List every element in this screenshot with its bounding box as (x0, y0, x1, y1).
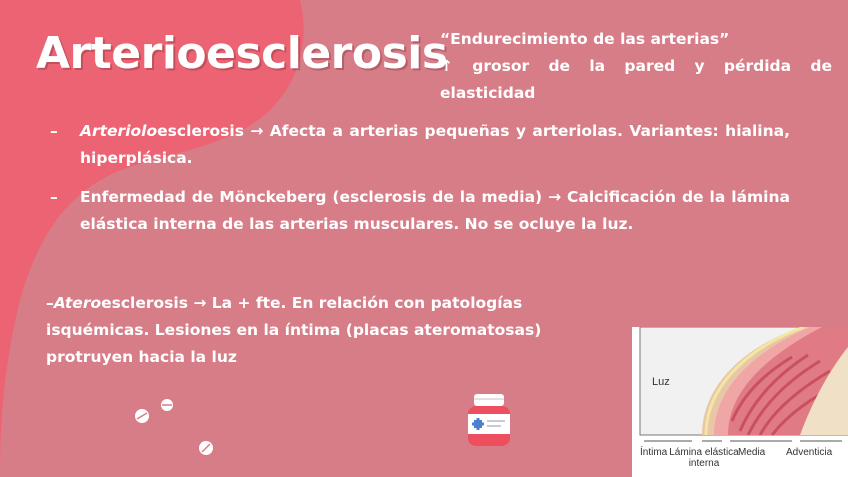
label-adventicia: Adventicia (786, 447, 833, 458)
paragraph-dash: – (46, 294, 54, 312)
artery-wall-diagram (632, 327, 848, 477)
pill-icon (158, 396, 176, 414)
bullet-text (80, 118, 790, 172)
slide-title: Arterioesclerosis (36, 28, 448, 79)
medicine-jar-icon (464, 392, 514, 450)
bullet-dash: – (50, 122, 58, 140)
paragraph-italic-prefix: Atero (53, 294, 102, 312)
pill-icon (196, 438, 216, 458)
label-lamina-elastica-interna: Lámina elástica interna (669, 447, 739, 469)
subtitle-line-1: “Endurecimiento de las arterias” (440, 30, 730, 48)
bullet-arterioloesclerosis (50, 118, 790, 172)
bullet-italic-prefix: Arteriolo (80, 122, 158, 140)
bullet-monckeberg (50, 184, 790, 238)
bullet-dash: – (50, 188, 58, 206)
bullet-body: esclerosis → Afecta a arterias pequeñas y arteriolas. Variantes: hialina, hiperplásica. (80, 122, 790, 167)
bullet-body: Enfermedad de Mönckeberg (esclerosis de la media) → Calcificación de la lámina elástica interna de las arterias musculares. No se ocluye la luz. (80, 188, 790, 233)
subtitle (440, 26, 832, 107)
paragraph-body: esclerosis → La + fte. En relación con patologías isquémicas. Lesiones en la íntima (placas ateromatosas) protruyen hacia la luz (46, 294, 542, 366)
label-intima: Íntima (640, 447, 668, 458)
bullet-list (50, 118, 790, 250)
lumen-label: Luz (652, 376, 670, 388)
label-media: Media (738, 447, 766, 458)
aterosclerosis-paragraph (46, 290, 626, 371)
pill-icon (132, 406, 152, 426)
subtitle-line-2: ↑ grosor de la pared y pérdida de elasticidad (440, 57, 832, 102)
